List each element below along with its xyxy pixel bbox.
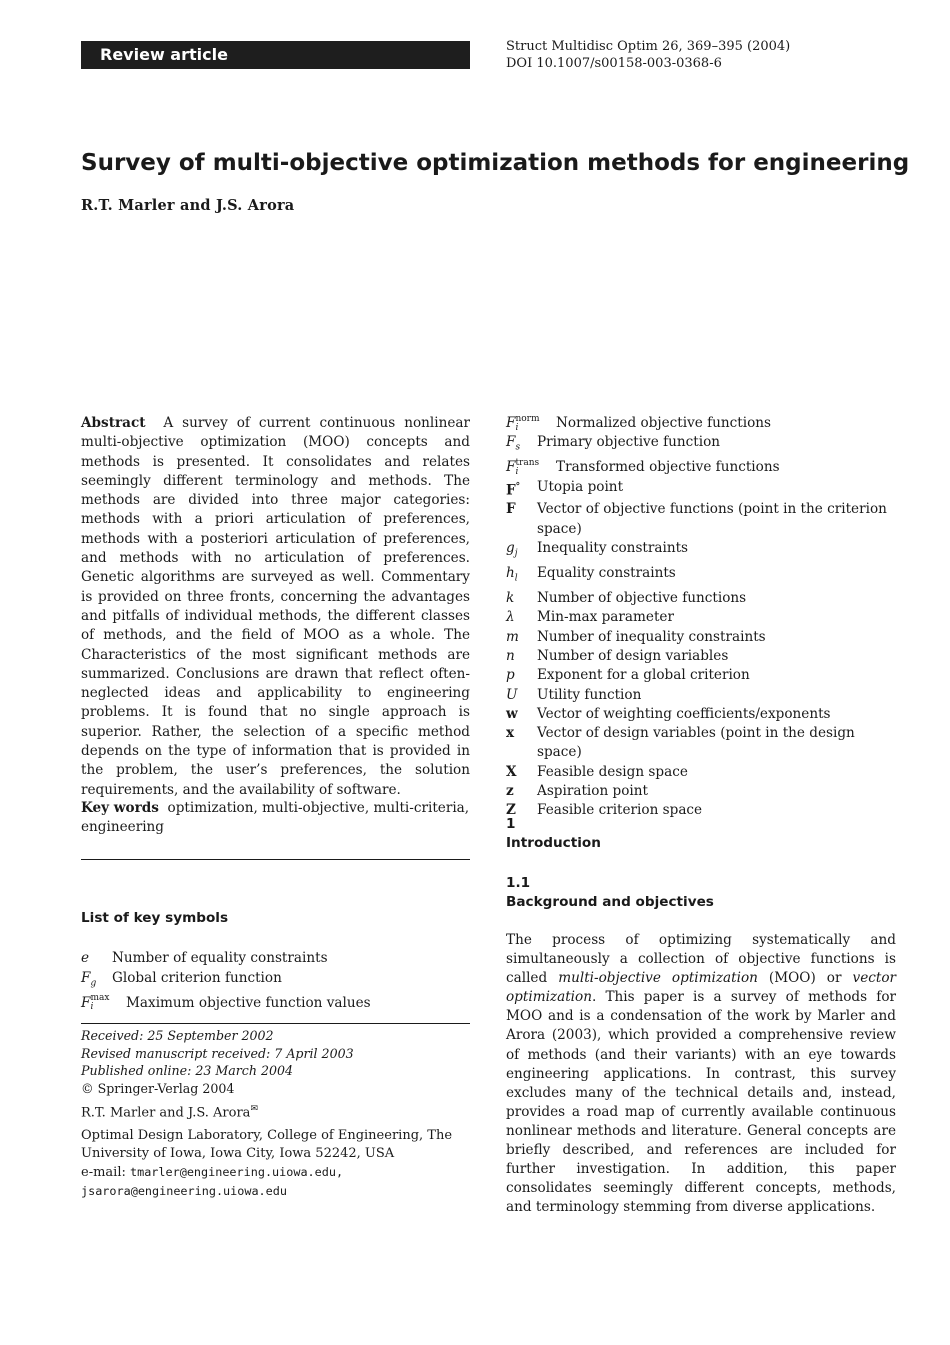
mail-icon: ✉ <box>250 1104 258 1114</box>
symbol-row <box>506 414 896 433</box>
symbol-description: Utopia point <box>537 478 624 495</box>
symbol-row <box>506 433 896 458</box>
symbol: n <box>506 647 515 664</box>
paper-title: Survey of multi-objective optimization methods for engineering <box>81 150 910 176</box>
journal-citation <box>506 38 790 72</box>
contact-authors: R.T. Marler and J.S. Arora <box>81 1105 251 1121</box>
symbol-description: Primary objective function <box>537 434 721 451</box>
section-number: 1 <box>506 816 516 832</box>
symbol-description: Number of design variables <box>537 647 729 664</box>
article-type-label: Review article <box>100 45 228 64</box>
symbol-description: Equality constraints <box>537 565 676 582</box>
symbol-row <box>506 647 896 666</box>
symbol-row <box>506 478 896 501</box>
symbol: $F_s$ <box>506 434 521 454</box>
doi-line: DOI 10.1007/s00158-003-0368-6 <box>506 56 722 71</box>
symbol: X <box>506 763 517 780</box>
abstract-label: Abstract <box>81 415 146 431</box>
abstract-text: A survey of current continuous nonlinear multi-objective optimization (MOO) concepts and methods is presented. It consolidates and relates seemingly different terminology and methods. The methods are divided into three major categories: methods with a priori articulation of preferences, methods with a posteriori articulation of preferences, and methods with no articulation of preferences. Genetic algorithms are surveyed as well. Commentary is provided on three fronts, concerning the advantages and pitfalls of individual methods, the different classes of methods, and the field of MOO as a whole. The Characteristics of the most significant methods are summarized. Conclusions are drawn that reflect often-neglected ideas and applicability to engineering problems. It is found that no single approach is superior. Rather, the selection of a specific method depends on the type of information that is provided in the problem, the user’s preferences, the solution requirements, and the availability of software. <box>81 415 470 798</box>
symbol: k <box>506 590 515 607</box>
symbol-description: Aspiration point <box>537 783 648 800</box>
intro-paragraph <box>506 931 896 1217</box>
intro-term: multi-objective optimization <box>558 970 758 987</box>
symbol: m <box>506 628 519 645</box>
symbol-description: Vector of weighting coefficients/exponents <box>537 705 831 722</box>
paper-authors: R.T. Marler and J.S. Arora <box>81 197 295 214</box>
symbol-row <box>506 500 896 539</box>
symbol-description: Transformed objective functions <box>556 459 780 476</box>
symbol: e <box>81 950 90 966</box>
affiliation-text: Optimal Design Laboratory, College of Engineering, The University of Iowa, Iowa City, Iowa 52242, USA <box>81 1128 453 1161</box>
symbol-description: Number of inequality constraints <box>537 628 766 645</box>
symbol-description: Maximum objective function values <box>126 994 371 1011</box>
affiliation <box>81 1127 470 1201</box>
symbol-row <box>506 686 896 705</box>
symbol: w <box>506 705 518 722</box>
symbol-description: Vector of design variables (point in the design space) <box>537 725 855 761</box>
symbol-description: Feasible criterion space <box>537 802 703 819</box>
symbol-row <box>506 666 896 685</box>
subsection-heading <box>506 874 896 912</box>
email-link[interactable]: jsarora@engineering.uiowa.edu <box>81 1184 287 1198</box>
symbol: $h_l$ <box>506 565 518 584</box>
symbol: Z <box>506 802 516 819</box>
symbol: $F_g$ <box>81 969 97 989</box>
keywords <box>81 799 470 838</box>
abstract <box>81 414 470 800</box>
email-link[interactable]: tmarler@engineering.uiowa.edu, <box>130 1165 344 1179</box>
article-type-banner <box>81 41 470 69</box>
symbols-heading: List of key symbols <box>81 910 229 926</box>
symbol: λ <box>506 609 515 626</box>
symbol-row <box>81 949 470 969</box>
symbol-description: Exponent for a global criterion <box>537 667 750 684</box>
symbol-row <box>81 969 470 994</box>
section-title: Introduction <box>506 835 601 851</box>
symbol: $g_j$ <box>506 540 518 559</box>
symbol-row <box>506 705 896 724</box>
symbol-row <box>506 564 896 589</box>
symbols-list-left <box>81 949 470 1013</box>
symbol-description: Global criterion function <box>112 969 282 986</box>
symbol: U <box>506 686 518 703</box>
symbol-description: Number of equality constraints <box>112 950 328 966</box>
intro-text: The process of optimizing systematically and simultaneously a collection of objective functions is called <box>506 932 896 987</box>
symbol: F trans i <box>506 457 540 477</box>
symbol: F max i <box>81 993 110 1013</box>
symbol: F <box>506 501 516 518</box>
symbol-description: Feasible design space <box>537 763 688 780</box>
journal-line: Struct Multidisc Optim 26, 369–395 (2004) <box>506 39 791 54</box>
symbol-row <box>506 628 896 647</box>
symbol: F norm i <box>506 413 540 433</box>
subsection-title: Background and objectives <box>506 894 714 910</box>
intro-term: vector optimization <box>506 970 896 1006</box>
symbol-row <box>506 763 896 782</box>
received-date: Received: 25 September 2002 <box>81 1028 274 1043</box>
subsection-number: 1.1 <box>506 875 531 891</box>
symbol-row <box>81 994 470 1014</box>
symbol: F° <box>506 481 521 499</box>
symbol: p <box>506 667 515 684</box>
intro-text: . This paper is a survey of methods for MOO and is a condensation of the work by Marler and Arora (2003), which provided a comprehensive review of methods (and their variants) with an eye towards engineering applications. In contrast, this survey excludes many of the technical details and, instead, provides a road map of currently available continuous nonlinear methods and literature. General concepts are briefly described, and references are included for further investigation. In addition, this paper consolidates seemingly different concepts, methods, and terminology stemming from diverse applications. <box>506 989 896 1216</box>
symbol-row <box>506 782 896 801</box>
divider <box>81 859 470 860</box>
section-heading <box>506 815 896 853</box>
symbol-description: Inequality constraints <box>537 540 689 557</box>
corresponding-author <box>81 1100 470 1122</box>
symbol-description: Min-max parameter <box>537 609 674 626</box>
symbol-description: Normalized objective functions <box>556 415 771 431</box>
divider <box>81 1023 470 1024</box>
published-date: Published online: 23 March 2004 <box>81 1063 294 1078</box>
symbol: z <box>506 783 514 800</box>
symbol-description: Number of objective functions <box>537 590 747 607</box>
symbols-list-right <box>506 414 896 821</box>
symbol-row <box>506 724 896 763</box>
email-label: e-mail: <box>81 1165 126 1180</box>
symbol-description: Utility function <box>537 686 642 703</box>
symbol-row <box>506 458 896 477</box>
intro-text: (MOO) or <box>757 970 853 987</box>
symbol-description: Vector of objective functions (point in the criterion space) <box>537 501 887 537</box>
revised-date: Revised manuscript received: 7 April 2003 <box>81 1045 354 1061</box>
copyright: © Springer-Verlag 2004 <box>81 1080 235 1096</box>
symbol-row <box>506 608 896 627</box>
article-dates <box>81 1027 470 1097</box>
symbol-row <box>506 589 896 608</box>
keywords-label: Key words <box>81 800 159 816</box>
symbol: x <box>506 725 515 742</box>
keywords-text: optimization, multi-objective, multi-criteria, engineering <box>81 800 470 836</box>
symbol-row <box>506 539 896 564</box>
